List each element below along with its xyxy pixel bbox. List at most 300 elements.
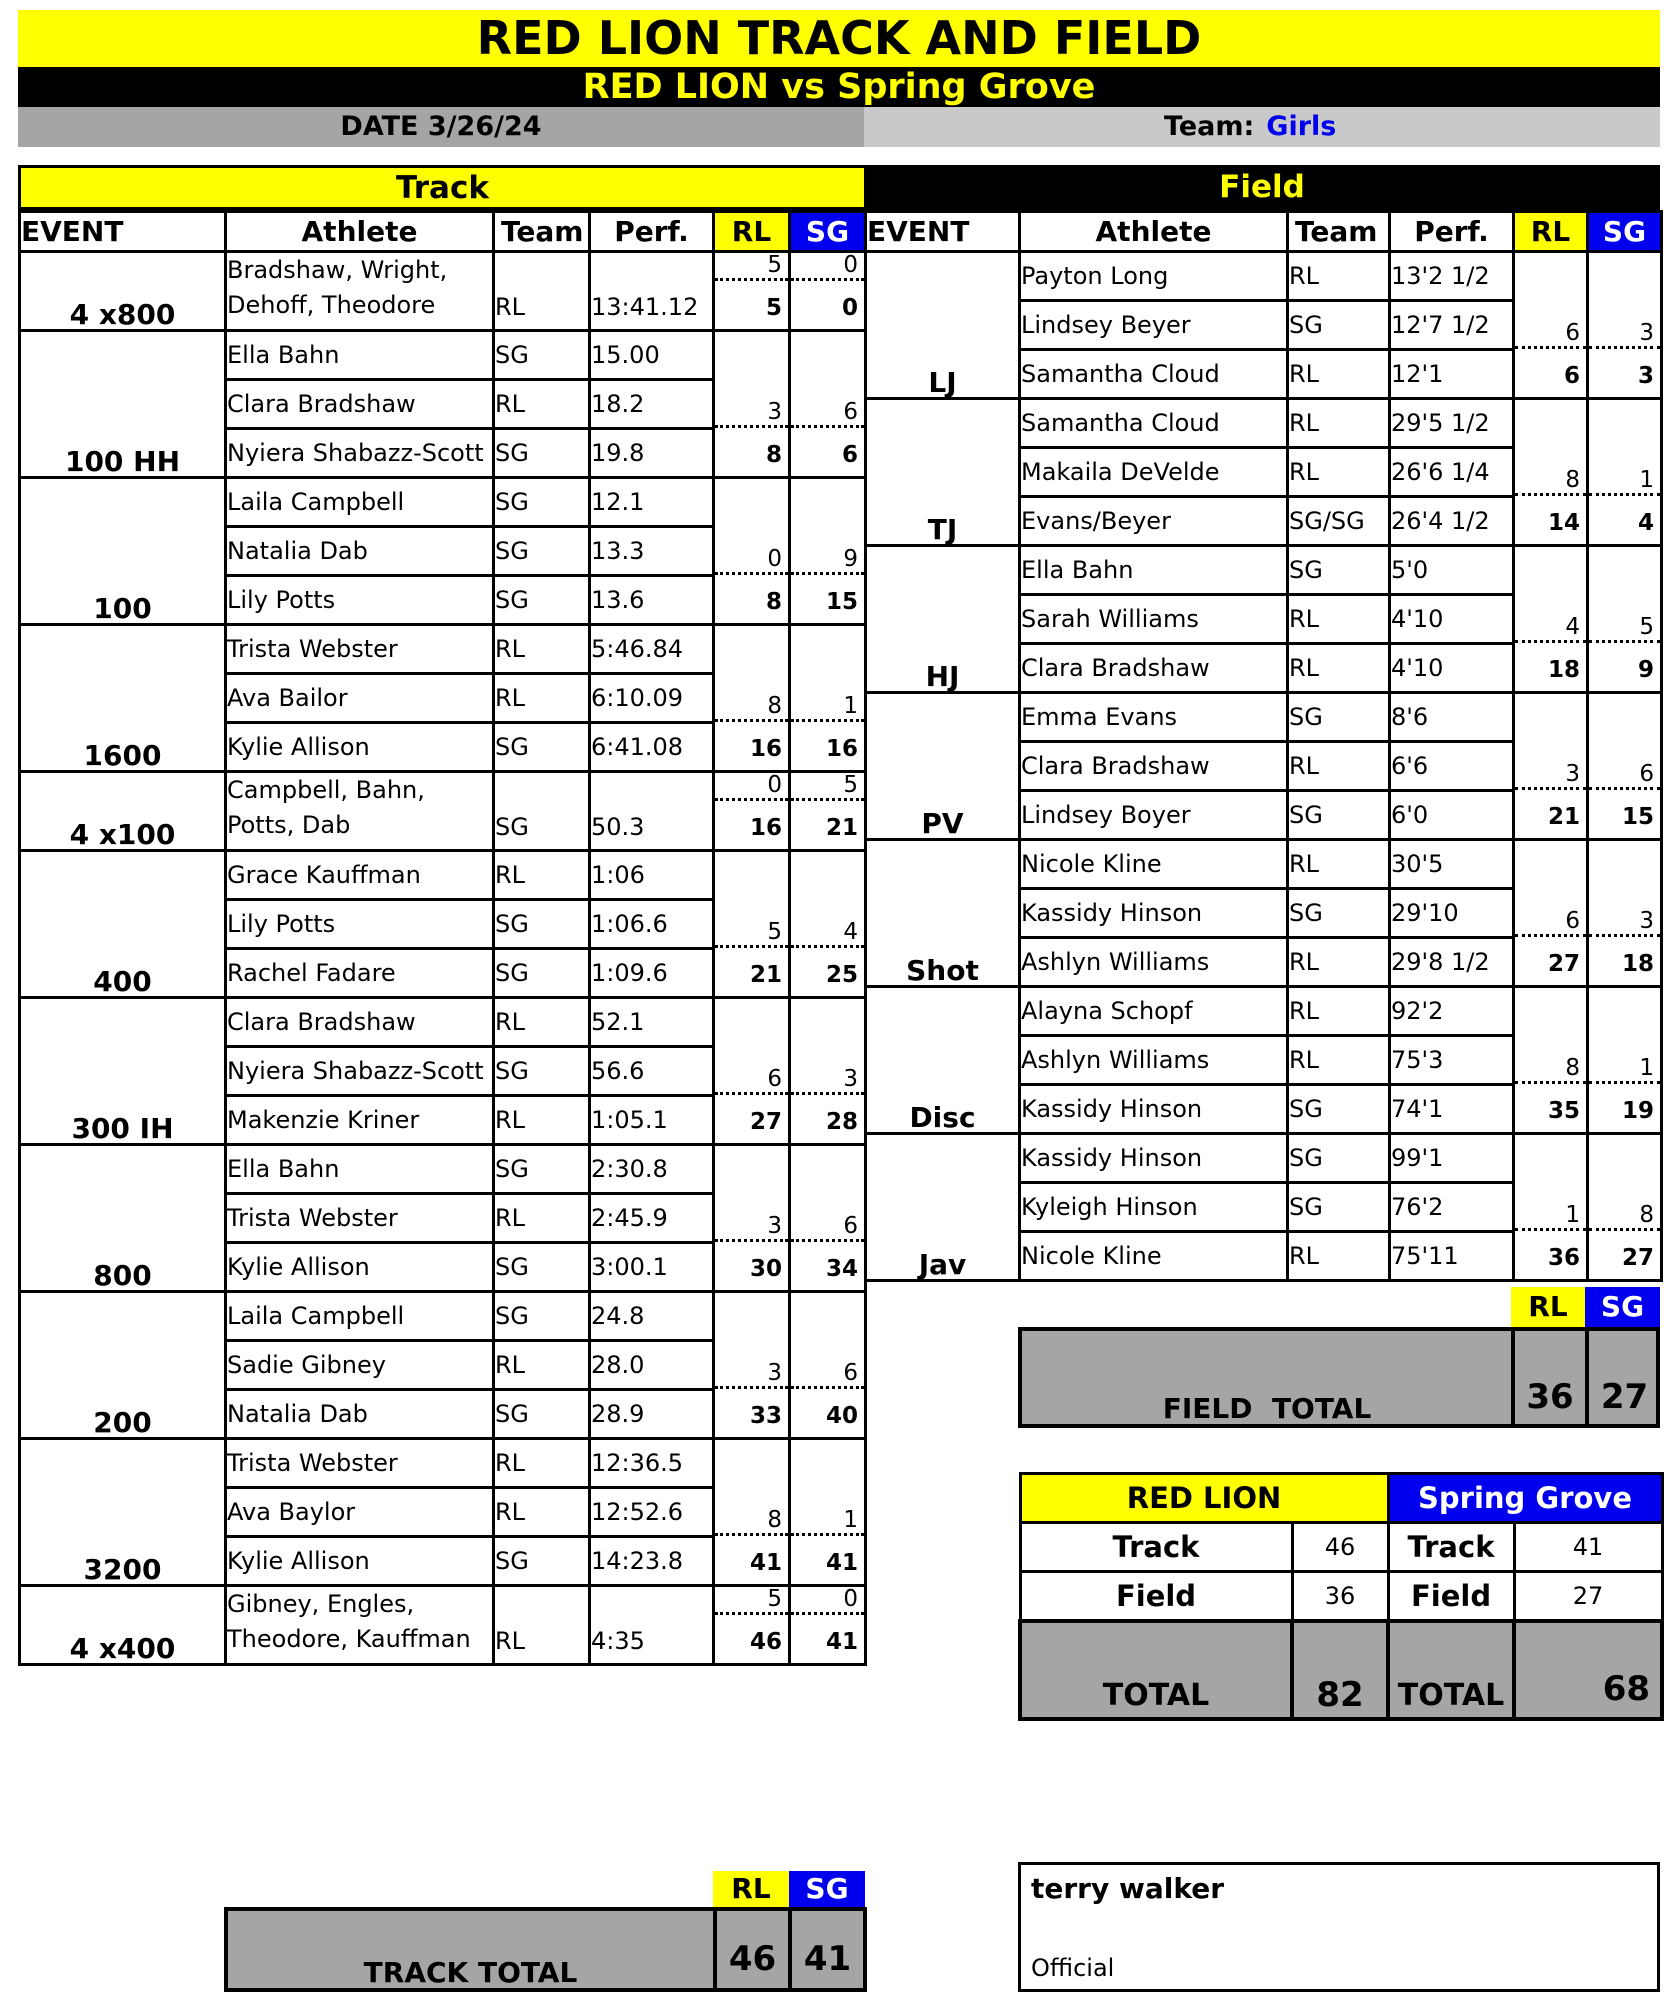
field-athlete: Ashlyn Williams	[1020, 938, 1288, 987]
field-score-divider	[1589, 1081, 1660, 1084]
track-sg-score-cell	[790, 851, 866, 998]
track-score-divider	[715, 425, 788, 428]
track-sg-points: 0	[843, 1586, 858, 1612]
track-athlete: Laila Campbell	[226, 1292, 494, 1341]
track-perf: 28.0	[590, 1341, 714, 1390]
track-athlete: Clara Bradshaw	[226, 998, 494, 1047]
field-score-divider	[1589, 346, 1660, 349]
field-rl-running-total: 6	[1563, 363, 1580, 389]
track-score-divider	[791, 1239, 864, 1242]
field-sg-score-cell	[1588, 1134, 1662, 1281]
track-team: SG	[494, 527, 590, 576]
track-sg-running-total: 34	[825, 1256, 858, 1282]
track-row	[20, 331, 866, 380]
field-team: RL	[1288, 840, 1390, 889]
field-team: SG	[1288, 1134, 1390, 1183]
summary-sg-track: 41	[1514, 1523, 1662, 1572]
track-team: RL	[494, 1439, 590, 1488]
field-total-label: FIELD TOTAL	[1162, 1392, 1372, 1425]
official-box	[1018, 1862, 1660, 1992]
field-team: SG	[1288, 791, 1390, 840]
field-rl-score-cell	[1514, 546, 1588, 693]
track-sg-running-total: 21	[825, 815, 858, 841]
track-team: SG	[494, 949, 590, 998]
field-athlete: Evans/Beyer	[1020, 497, 1288, 546]
field-team: SG	[1288, 889, 1390, 938]
field-score-divider	[1589, 640, 1660, 643]
track-athlete: Natalia Dab	[226, 1390, 494, 1439]
track-sg-points: 9	[843, 546, 858, 572]
field-sg-running-total: 15	[1621, 804, 1654, 830]
field-rl-score-cell	[1514, 987, 1588, 1134]
field-score-divider	[1515, 1228, 1586, 1231]
track-col-event: EVENT	[20, 212, 226, 252]
field-sg-points: 1	[1639, 1055, 1654, 1081]
field-athlete: Kyleigh Hinson	[1020, 1183, 1288, 1232]
field-col-sg: SG	[1588, 212, 1662, 252]
field-perf: 26'6 1/4	[1390, 448, 1514, 497]
track-rl-points: 8	[767, 693, 782, 719]
track-score-divider	[791, 945, 864, 948]
track-row	[20, 625, 866, 674]
track-team: RL	[494, 1096, 590, 1145]
track-row	[20, 478, 866, 527]
matchup-title: RED LION vs Spring Grove	[18, 67, 1660, 107]
field-rl-score-cell	[1514, 840, 1588, 987]
track-score-divider	[715, 572, 788, 575]
track-perf: 12:52.6	[590, 1488, 714, 1537]
track-event-name: 100	[20, 478, 226, 625]
summary-sg-field-label: Field	[1388, 1572, 1514, 1621]
track-total-box	[224, 1907, 867, 1992]
track-team: SG	[494, 429, 590, 478]
field-rl-running-total: 35	[1547, 1098, 1580, 1124]
track-event-name: 300 IH	[20, 998, 226, 1145]
track-rl-running-total: 8	[765, 442, 782, 468]
field-total-rl: 36	[1526, 1377, 1574, 1417]
field-total-rl-tag: RL	[1511, 1287, 1585, 1327]
field-section-title: Field	[864, 165, 1660, 210]
field-sg-points: 8	[1639, 1202, 1654, 1228]
field-perf: 92'2	[1390, 987, 1514, 1036]
track-relay-athletes: Gibney, Engles, Theodore, Kauffman	[226, 1586, 494, 1665]
track-sg-running-total: 25	[825, 962, 858, 988]
field-rl-points: 6	[1565, 320, 1580, 346]
track-relay-athletes: Bradshaw, Wright, Dehoff, Theodore	[226, 252, 494, 331]
field-total-box	[1018, 1327, 1660, 1428]
summary-track-row	[1020, 1523, 1662, 1572]
track-perf: 28.9	[590, 1390, 714, 1439]
track-event-name: 200	[20, 1292, 226, 1439]
track-athlete: Rachel Fadare	[226, 949, 494, 998]
field-team: RL	[1288, 448, 1390, 497]
track-team: RL	[494, 674, 590, 723]
field-team: RL	[1288, 987, 1390, 1036]
summary-sg-field: 27	[1514, 1572, 1662, 1621]
field-team: RL	[1288, 644, 1390, 693]
summary-rl-field-label: Field	[1020, 1572, 1292, 1621]
field-team: SG	[1288, 1183, 1390, 1232]
track-athlete: Clara Bradshaw	[226, 380, 494, 429]
track-perf: 52.1	[590, 998, 714, 1047]
track-perf: 12:36.5	[590, 1439, 714, 1488]
field-athlete: Lindsey Beyer	[1020, 301, 1288, 350]
field-perf: 4'10	[1390, 644, 1514, 693]
track-perf: 1:05.1	[590, 1096, 714, 1145]
field-athlete: Ella Bahn	[1020, 546, 1288, 595]
track-perf: 6:10.09	[590, 674, 714, 723]
track-rl-running-total: 27	[749, 1109, 782, 1135]
track-results-table	[18, 210, 867, 1666]
field-row	[866, 1134, 1662, 1183]
track-perf: 18.2	[590, 380, 714, 429]
track-rl-score-cell	[714, 1439, 790, 1586]
field-results-table	[864, 210, 1663, 1282]
field-sg-points: 3	[1639, 908, 1654, 934]
field-event-name: PV	[866, 693, 1020, 840]
field-score-divider	[1515, 934, 1586, 937]
summary-rl-track: 46	[1292, 1523, 1388, 1572]
track-athlete: Trista Webster	[226, 1194, 494, 1243]
track-perf: 14:23.8	[590, 1537, 714, 1586]
track-team: SG	[494, 1292, 590, 1341]
field-athlete: Kassidy Hinson	[1020, 1085, 1288, 1134]
track-col-athlete: Athlete	[226, 212, 494, 252]
field-rl-points: 4	[1565, 614, 1580, 640]
track-header-row	[20, 212, 866, 252]
track-athlete: Kylie Allison	[226, 723, 494, 772]
track-rl-running-total: 8	[765, 589, 782, 615]
track-team: RL	[494, 1341, 590, 1390]
track-athlete: Sadie Gibney	[226, 1341, 494, 1390]
track-rl-points: 5	[767, 919, 782, 945]
field-sg-running-total: 19	[1621, 1098, 1654, 1124]
field-athlete: Makaila DeVelde	[1020, 448, 1288, 497]
field-score-divider	[1515, 1081, 1586, 1084]
track-rl-points: 3	[767, 399, 782, 425]
track-rl-points: 3	[767, 1360, 782, 1386]
field-athlete: Kassidy Hinson	[1020, 1134, 1288, 1183]
track-score-divider	[791, 798, 864, 801]
track-row	[20, 1145, 866, 1194]
field-col-athlete: Athlete	[1020, 212, 1288, 252]
field-sg-running-total: 18	[1621, 951, 1654, 977]
field-athlete: Payton Long	[1020, 252, 1288, 301]
field-athlete: Nicole Kline	[1020, 1232, 1288, 1281]
field-sg-score-cell	[1588, 693, 1662, 840]
field-team: SG	[1288, 693, 1390, 742]
field-score-divider	[1589, 1228, 1660, 1231]
track-sg-running-total: 41	[825, 1550, 858, 1576]
track-sg-points: 1	[843, 1507, 858, 1533]
field-team: RL	[1288, 595, 1390, 644]
team-score-summary	[1018, 1472, 1664, 1721]
track-score-divider	[715, 945, 788, 948]
field-perf: 8'6	[1390, 693, 1514, 742]
track-rl-score-cell	[714, 625, 790, 772]
track-sg-score-cell	[790, 331, 866, 478]
field-rl-running-total: 27	[1547, 951, 1580, 977]
field-perf: 74'1	[1390, 1085, 1514, 1134]
field-rl-running-total: 14	[1547, 510, 1580, 536]
summary-sg-header: Spring Grove	[1388, 1474, 1662, 1523]
field-athlete: Alayna Schopf	[1020, 987, 1288, 1036]
track-perf: 6:41.08	[590, 723, 714, 772]
field-team: RL	[1288, 399, 1390, 448]
track-rl-running-total: 33	[749, 1403, 782, 1429]
track-perf: 19.8	[590, 429, 714, 478]
track-rl-score-cell	[714, 851, 790, 998]
field-team: RL	[1288, 938, 1390, 987]
field-rl-running-total: 18	[1547, 657, 1580, 683]
track-team: RL	[494, 380, 590, 429]
field-perf: 75'3	[1390, 1036, 1514, 1085]
field-sg-points: 1	[1639, 467, 1654, 493]
track-col-perf: Perf.	[590, 212, 714, 252]
field-rl-score-cell	[1514, 693, 1588, 840]
team-label: Team:	[1164, 111, 1255, 142]
track-perf: 24.8	[590, 1292, 714, 1341]
field-athlete: Lindsey Boyer	[1020, 791, 1288, 840]
official-label: Official	[1031, 1954, 1115, 1982]
field-score-divider	[1515, 346, 1586, 349]
track-rl-score-cell	[714, 1292, 790, 1439]
track-sg-score-cell	[790, 772, 866, 851]
track-sg-running-total: 40	[825, 1403, 858, 1429]
summary-sg-track-label: Track	[1388, 1523, 1514, 1572]
track-rl-points: 5	[767, 1586, 782, 1612]
track-total-label: TRACK TOTAL	[363, 1956, 578, 1989]
track-total-sg-tag: SG	[789, 1871, 865, 1907]
track-event-name: 4 x400	[20, 1586, 226, 1665]
field-athlete: Emma Evans	[1020, 693, 1288, 742]
track-perf: 3:00.1	[590, 1243, 714, 1292]
field-athlete: Samantha Cloud	[1020, 399, 1288, 448]
field-sg-running-total: 27	[1621, 1245, 1654, 1271]
field-row	[866, 693, 1662, 742]
track-row	[20, 1292, 866, 1341]
track-relay-perf: 50.3	[590, 772, 714, 851]
track-relay-perf: 4:35	[590, 1586, 714, 1665]
track-rl-running-total: 41	[749, 1550, 782, 1576]
field-sg-score-cell	[1588, 840, 1662, 987]
track-team: RL	[494, 998, 590, 1047]
track-score-divider	[791, 278, 864, 281]
field-athlete: Clara Bradshaw	[1020, 644, 1288, 693]
field-sg-score-cell	[1588, 399, 1662, 546]
field-perf: 13'2 1/2	[1390, 252, 1514, 301]
field-col-event: EVENT	[866, 212, 1020, 252]
field-perf: 29'5 1/2	[1390, 399, 1514, 448]
track-event-name: 4 x800	[20, 252, 226, 331]
track-sg-score-cell	[790, 252, 866, 331]
track-team: RL	[494, 625, 590, 674]
track-event-name: 1600	[20, 625, 226, 772]
field-score-divider	[1515, 493, 1586, 496]
track-athlete: Lily Potts	[226, 576, 494, 625]
field-team: SG	[1288, 1085, 1390, 1134]
summary-rl-total: 82	[1292, 1621, 1388, 1719]
field-team: RL	[1288, 1232, 1390, 1281]
track-score-divider	[791, 719, 864, 722]
track-rl-points: 3	[767, 1213, 782, 1239]
summary-header-row	[1020, 1474, 1662, 1523]
summary-rl-total-label: TOTAL	[1020, 1621, 1292, 1719]
track-rl-score-cell	[714, 252, 790, 331]
track-athlete: Ava Baylor	[226, 1488, 494, 1537]
field-event-name: Disc	[866, 987, 1020, 1134]
track-score-divider	[715, 1533, 788, 1536]
field-perf: 29'8 1/2	[1390, 938, 1514, 987]
track-sg-score-cell	[790, 625, 866, 772]
track-col-rl: RL	[714, 212, 790, 252]
track-col-sg: SG	[790, 212, 866, 252]
track-athlete: Ella Bahn	[226, 1145, 494, 1194]
field-row	[866, 840, 1662, 889]
track-event-name: 3200	[20, 1439, 226, 1586]
track-total-rl-tag: RL	[713, 1871, 789, 1907]
track-sg-running-total: 0	[841, 295, 858, 321]
field-sg-score-cell	[1588, 252, 1662, 399]
track-score-divider	[791, 1092, 864, 1095]
field-score-divider	[1589, 787, 1660, 790]
field-rl-running-total: 36	[1547, 1245, 1580, 1271]
track-perf: 13.6	[590, 576, 714, 625]
track-sg-score-cell	[790, 478, 866, 625]
field-sg-running-total: 4	[1637, 510, 1654, 536]
track-athlete: Lily Potts	[226, 900, 494, 949]
track-sg-points: 6	[843, 1360, 858, 1386]
track-sg-score-cell	[790, 1145, 866, 1292]
official-name: terry walker	[1031, 1872, 1225, 1905]
track-perf: 12.1	[590, 478, 714, 527]
track-perf: 13.3	[590, 527, 714, 576]
field-team: RL	[1288, 350, 1390, 399]
field-perf: 4'10	[1390, 595, 1514, 644]
field-sg-points: 6	[1639, 761, 1654, 787]
field-event-name: LJ	[866, 252, 1020, 399]
track-score-divider	[715, 278, 788, 281]
field-rl-points: 6	[1565, 908, 1580, 934]
track-team: RL	[494, 1194, 590, 1243]
track-event-name: 800	[20, 1145, 226, 1292]
field-event-name: Jav	[866, 1134, 1020, 1281]
field-athlete: Sarah Williams	[1020, 595, 1288, 644]
track-rl-running-total: 46	[749, 1629, 782, 1655]
field-header-row	[866, 212, 1662, 252]
track-sg-points: 0	[843, 252, 858, 278]
track-athlete: Grace Kauffman	[226, 851, 494, 900]
summary-sg-total-label: TOTAL	[1388, 1621, 1514, 1719]
track-event-name: 4 x100	[20, 772, 226, 851]
track-team: SG	[494, 478, 590, 527]
field-col-perf: Perf.	[1390, 212, 1514, 252]
track-athlete: Kylie Allison	[226, 1243, 494, 1292]
track-athlete: Ava Bailor	[226, 674, 494, 723]
track-rl-running-total: 30	[749, 1256, 782, 1282]
track-athlete: Makenzie Kriner	[226, 1096, 494, 1145]
track-sg-running-total: 41	[825, 1629, 858, 1655]
track-sg-running-total: 15	[825, 589, 858, 615]
field-body	[866, 252, 1662, 1281]
field-team: SG/SG	[1288, 497, 1390, 546]
field-athlete: Samantha Cloud	[1020, 350, 1288, 399]
field-event-name: TJ	[866, 399, 1020, 546]
field-perf: 6'6	[1390, 742, 1514, 791]
field-perf: 76'2	[1390, 1183, 1514, 1232]
track-team: SG	[494, 1047, 590, 1096]
track-perf: 1:09.6	[590, 949, 714, 998]
track-relay-athletes: Campbell, Bahn, Potts, Dab	[226, 772, 494, 851]
track-col-team: Team	[494, 212, 590, 252]
track-team: SG	[494, 331, 590, 380]
meet-date: DATE 3/26/24	[18, 107, 864, 147]
track-perf: 1:06.6	[590, 900, 714, 949]
track-total-rl: 46	[728, 1939, 777, 1979]
field-rl-points: 3	[1565, 761, 1580, 787]
track-score-divider	[715, 798, 788, 801]
field-perf: 29'10	[1390, 889, 1514, 938]
track-team: SG	[494, 576, 590, 625]
field-perf: 12'1	[1390, 350, 1514, 399]
summary-field-row	[1020, 1572, 1662, 1621]
track-rl-running-total: 5	[765, 295, 782, 321]
field-perf: 5'0	[1390, 546, 1514, 595]
track-row	[20, 1439, 866, 1488]
track-score-divider	[791, 1612, 864, 1615]
field-rl-points: 1	[1565, 1202, 1580, 1228]
track-relay-team: SG	[494, 772, 590, 851]
field-athlete: Kassidy Hinson	[1020, 889, 1288, 938]
track-sg-points: 1	[843, 693, 858, 719]
track-athlete: Nyiera Shabazz-Scott	[226, 429, 494, 478]
track-score-divider	[715, 1092, 788, 1095]
field-rl-score-cell	[1514, 1134, 1588, 1281]
track-sg-running-total: 6	[841, 442, 858, 468]
track-rl-score-cell	[714, 1586, 790, 1665]
track-rl-running-total: 16	[749, 815, 782, 841]
team-info	[864, 107, 1660, 147]
track-athlete: Laila Campbell	[226, 478, 494, 527]
field-sg-running-total: 9	[1637, 657, 1654, 683]
field-perf: 30'5	[1390, 840, 1514, 889]
field-team: SG	[1288, 546, 1390, 595]
field-sg-score-cell	[1588, 987, 1662, 1134]
track-perf: 2:30.8	[590, 1145, 714, 1194]
track-score-divider	[715, 1612, 788, 1615]
field-sg-points: 5	[1639, 614, 1654, 640]
track-athlete: Trista Webster	[226, 625, 494, 674]
field-team: RL	[1288, 252, 1390, 301]
track-sg-points: 4	[843, 919, 858, 945]
track-athlete: Kylie Allison	[226, 1537, 494, 1586]
track-athlete: Trista Webster	[226, 1439, 494, 1488]
track-perf: 5:46.84	[590, 625, 714, 674]
track-row	[20, 998, 866, 1047]
track-rl-score-cell	[714, 1145, 790, 1292]
track-rl-points: 0	[767, 772, 782, 798]
field-rl-score-cell	[1514, 252, 1588, 399]
field-score-divider	[1589, 493, 1660, 496]
field-rl-score-cell	[1514, 399, 1588, 546]
track-team: RL	[494, 851, 590, 900]
track-team: RL	[494, 1488, 590, 1537]
track-athlete: Nyiera Shabazz-Scott	[226, 1047, 494, 1096]
track-team: SG	[494, 1145, 590, 1194]
field-team: RL	[1288, 742, 1390, 791]
field-sg-running-total: 3	[1637, 363, 1654, 389]
page-title: RED LION TRACK AND FIELD	[18, 10, 1660, 67]
